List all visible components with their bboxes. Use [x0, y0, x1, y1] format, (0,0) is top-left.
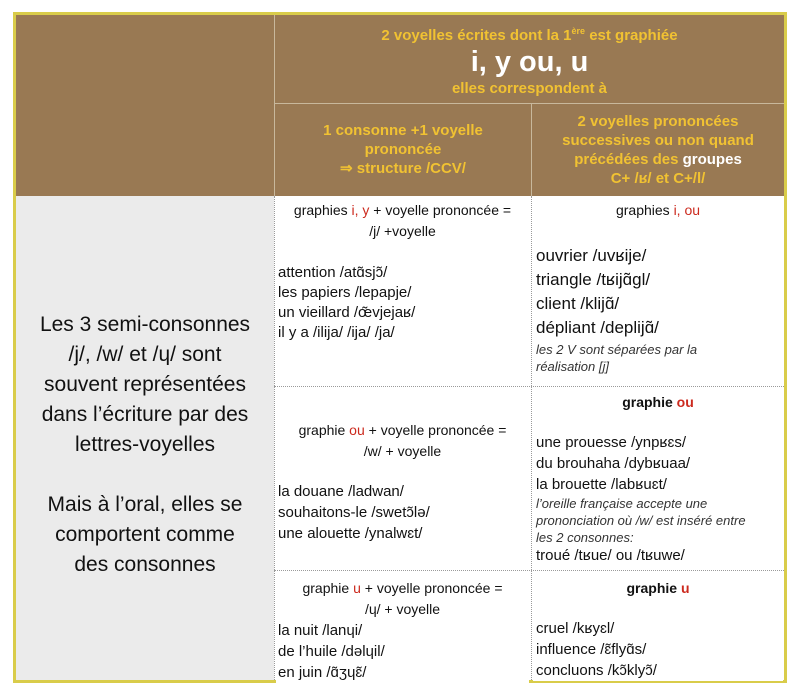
row1-col1-cell [276, 200, 529, 343]
header-col2-text: 2 voyelles prononcées successives ou non quand précédées des groupes C+ /ʁ/ et C+/l/ [562, 113, 754, 187]
list-item: triangle /tʁijɑ̃gl/ [536, 270, 651, 289]
row2-col2-examples [536, 432, 783, 495]
header-col2-cell [531, 104, 784, 196]
list-item: de l’huile /dəlɥil/ [278, 643, 385, 660]
list-item: attention /atɑ̃sjɔ̃/ [278, 264, 388, 281]
row3-col2-examples [536, 618, 783, 681]
header-line3: elles correspondent à [451, 80, 608, 97]
row2-col1-heading: graphie ou + voyelle prononcée = /w/ + voyelle [298, 422, 507, 459]
row1-col2-cell [533, 200, 783, 375]
row3-col1-cell [276, 578, 529, 683]
grid-vline-2 [531, 196, 532, 680]
list-item: les papiers /lepapje/ [278, 284, 412, 301]
left-description-text: Les 3 semi-consonnes /j/, /w/ et /ɥ/ sont souvent représentées dans l’écriture par des lettres-voyelles Mais à l’oral, elles se comportent comme des consonnes [39, 313, 251, 576]
header-empty-cell [16, 15, 274, 196]
row3-col1-heading: graphie u + voyelle prononcée = /ɥ/ + voyelle [302, 580, 503, 617]
row2-col2-last: troué /tʁue/ ou /tʁuwe/ [536, 547, 685, 564]
list-item: il y a /ilija/ /ija/ /ja/ [278, 324, 395, 341]
list-item: dépliant /deplijɑ̃/ [536, 318, 659, 337]
row2-col2-note: l’oreille française accepte une prononciation où /w/ est inséré entre les 2 consonnes: [536, 496, 746, 545]
list-item: cruel /kʁyɛl/ [536, 620, 615, 637]
list-item: concluons /kɔ̃klyɔ̃/ [536, 662, 657, 679]
grid-hline-2 [274, 570, 784, 571]
list-item: influence /ɛ̃flyɑ̃s/ [536, 641, 647, 658]
header-main-title: i, y ou, u [470, 46, 589, 78]
list-item: une prouesse /ynpʁɛs/ [536, 434, 687, 451]
list-item: la nuit /lanɥi/ [278, 622, 363, 639]
row1-col1-examples [278, 263, 529, 343]
row3-col1-examples [278, 620, 529, 683]
list-item: souhaitons-le /swetɔ̃lə/ [278, 504, 430, 521]
list-item: la douane /ladwan/ [278, 483, 404, 500]
row2-col2-heading: graphie ou [622, 394, 694, 410]
row1-col2-examples [536, 244, 783, 340]
grid-hline-1 [274, 386, 784, 387]
list-item: client /klijɑ̃/ [536, 294, 620, 313]
header-col1-text: 1 consonne +1 voyelle prononcée ⇒ structure /CCV/ [323, 122, 483, 177]
row2-col1-cell [276, 420, 529, 544]
header-line1: 2 voyelles écrites dont la 1ère est graphiée [381, 26, 678, 44]
list-item: en juin /ɑ̃ʒɥɛ̃/ [278, 664, 367, 681]
row2-col1-examples [278, 481, 529, 544]
row1-col2-note: les 2 V sont séparées par la réalisation [j] [536, 342, 698, 374]
list-item: une alouette /ynalwɛt/ [278, 525, 423, 542]
row3-col2-cell [533, 578, 783, 681]
grid-vline-1 [274, 196, 275, 680]
row3-col2-heading: graphie u [626, 580, 690, 596]
row1-col2-heading: graphies i, ou [615, 202, 701, 218]
row1-col1-heading: graphies i, y + voyelle prononcée = /j/ +voyelle [293, 202, 512, 239]
header-title-cell [274, 15, 784, 104]
list-item: la brouette /labʁuɛt/ [536, 476, 667, 493]
list-item: du brouhaha /dybʁuaa/ [536, 455, 691, 472]
header-col1-cell [274, 104, 531, 196]
list-item: ouvrier /uvʁije/ [536, 246, 647, 265]
list-item: un vieillard /œ̃vjejaʁ/ [278, 304, 416, 321]
row2-col2-cell [533, 392, 783, 566]
